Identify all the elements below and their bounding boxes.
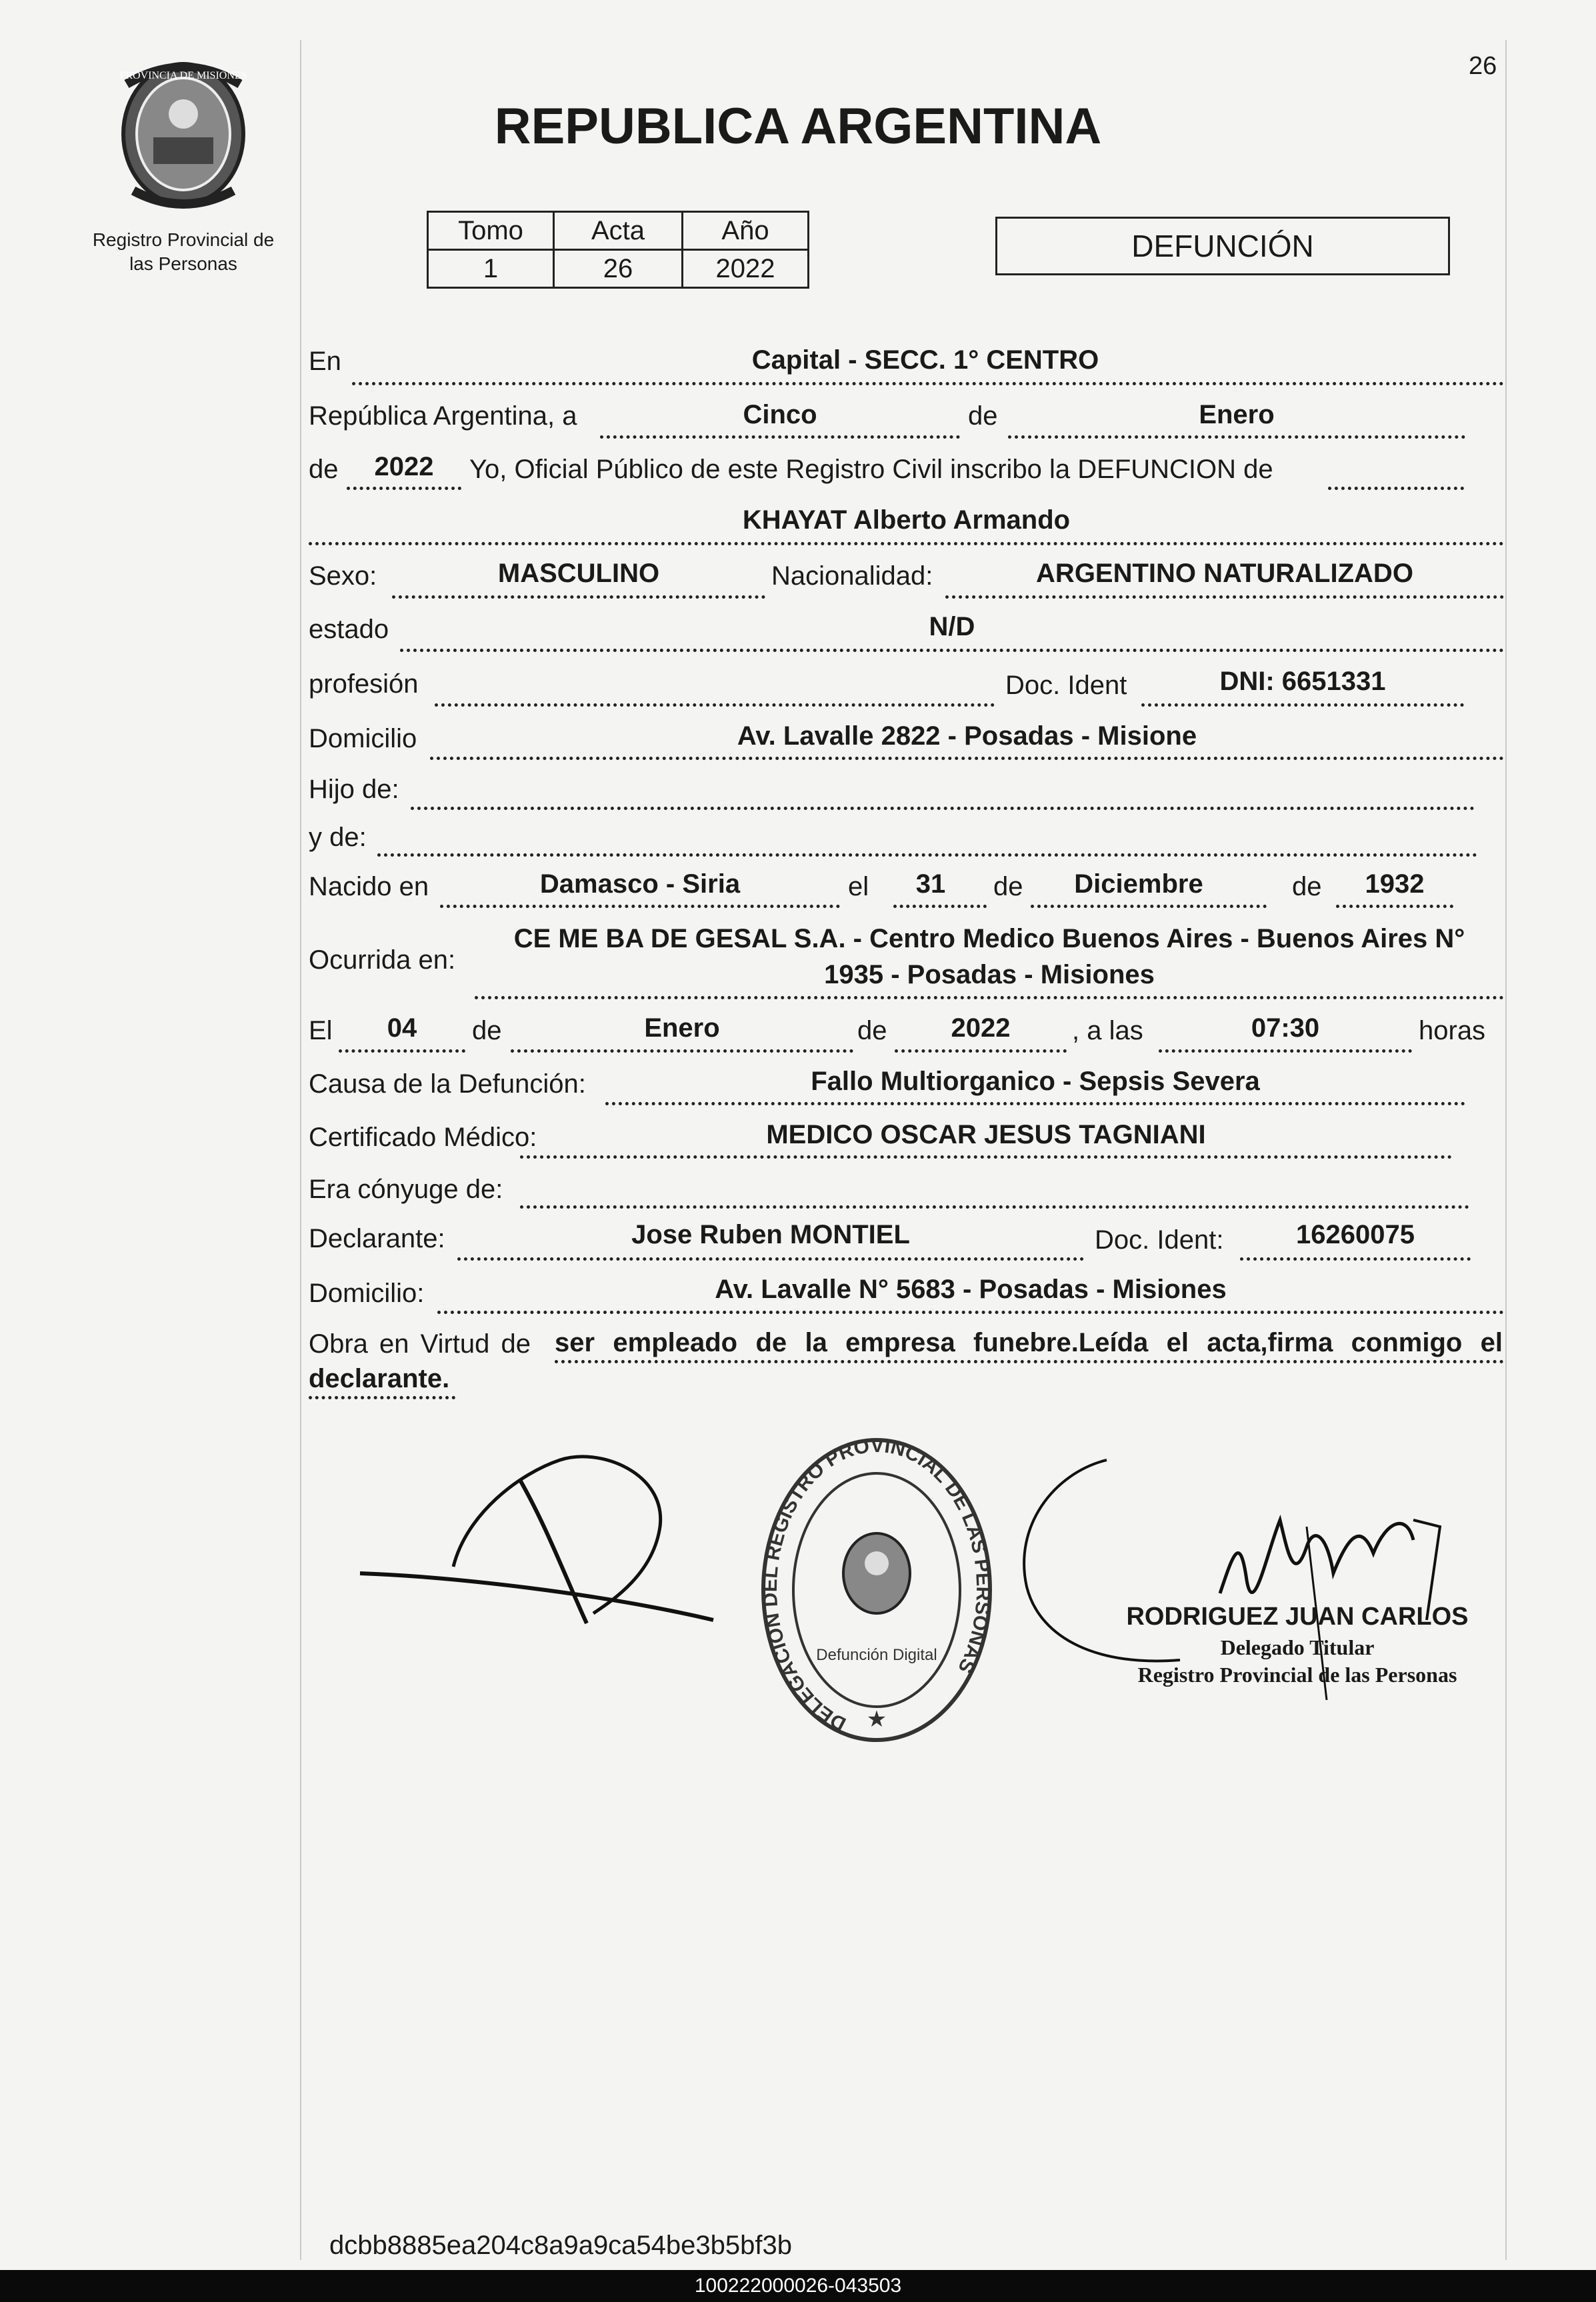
obra-label: Obra en Virtud de: [309, 1329, 531, 1359]
svg-text:Defunción Digital: Defunción Digital: [816, 1646, 937, 1664]
lugar-value: Capital - SECC. 1° CENTRO: [751, 345, 1099, 375]
dia-line: [600, 435, 960, 439]
page-title: REPUBLICA ARGENTINA: [494, 98, 1102, 155]
sexo-line: [392, 595, 765, 599]
ocurrida-line1: CE ME BA DE GESAL S.A. - Centro Medico Buenos Aires - Buenos Aires N°: [513, 924, 1465, 953]
de-label-4: de: [1292, 872, 1322, 901]
nac-anio-value: 1932: [1365, 869, 1425, 899]
page-number: 26: [1469, 52, 1497, 80]
def-dia-line: [339, 1049, 465, 1053]
domicilio2-line: [437, 1311, 1504, 1314]
nacido-label: Nacido en: [309, 872, 429, 901]
svg-text:DELEGACION DEL REGISTRO PROVIN: DELEGACION DEL REGISTRO PROVINCIAL DE LAS PERSONAS: [759, 1434, 995, 1735]
sexo-value: MASCULINO: [497, 559, 660, 588]
sexo-label: Sexo:: [309, 561, 377, 591]
profesion-line: [435, 703, 995, 707]
doc-label: Doc. Ident: [1005, 671, 1127, 700]
horas-label: horas: [1419, 1016, 1486, 1045]
causa-line: [605, 1102, 1465, 1105]
doc2-line: [1240, 1257, 1471, 1261]
declarante-label: Declarante:: [309, 1224, 445, 1253]
declarante-value: Jose Ruben MONTIEL: [631, 1220, 910, 1249]
svg-text:PROVINCIA DE MISIONES: PROVINCIA DE MISIONES: [119, 70, 247, 81]
doc-line: [1141, 703, 1464, 707]
causa-label: Causa de la Defunción:: [309, 1069, 586, 1099]
doc2-label: Doc. Ident:: [1095, 1225, 1224, 1255]
obra-line1-value: ser empleado de la empresa funebre.Leída el acta,firma conmigo el: [555, 1328, 1503, 1357]
nacido-lugar-line: [440, 905, 840, 908]
estado-line: [400, 649, 1504, 652]
lugar-label: En: [309, 347, 341, 376]
hijo-line: [411, 807, 1475, 810]
yde-label: y de:: [309, 823, 367, 852]
signatory-office: Registro Provincial de las Personas: [1137, 1663, 1457, 1687]
mes-letras-value: Enero: [1199, 400, 1275, 429]
nacido-lugar-value: Damasco - Siria: [539, 869, 741, 899]
signature-block: [1124, 1603, 1471, 1687]
nombre-value: KHAYAT Alberto Armando: [742, 505, 1071, 535]
domicilio-label: Domicilio: [309, 724, 417, 753]
mes-line: [1008, 435, 1465, 439]
de-label-2: de: [309, 455, 339, 484]
de-label-1: de: [968, 401, 998, 431]
acta-value: 26: [554, 250, 683, 288]
signatory-name: RODRIGUEZ JUAN CARLOS: [1126, 1603, 1469, 1631]
nac-mes-line: [1031, 905, 1267, 908]
ocurrida-line: [475, 996, 1504, 999]
domicilio2-value: Av. Lavalle N° 5683 - Posadas - Misiones: [715, 1275, 1227, 1304]
domicilio-line: [430, 757, 1504, 760]
tomo-value: 1: [428, 250, 554, 288]
republica-label: República Argentina, a: [309, 401, 577, 431]
el2-label: El: [309, 1016, 333, 1045]
conyuge-label: Era cónyuge de:: [309, 1175, 503, 1204]
nac-dia-line: [893, 905, 987, 908]
anio-value: 2022: [374, 452, 434, 481]
def-dia-value: 04: [387, 1013, 417, 1043]
acta-header: Acta: [554, 212, 683, 250]
ocurrida-line2: 1935 - Posadas - Misiones: [824, 960, 1155, 989]
def-anio-value: 2022: [951, 1013, 1011, 1043]
domicilio2-label: Domicilio:: [309, 1279, 425, 1308]
causa-value: Fallo Multiorganico - Sepsis Severa: [811, 1067, 1260, 1096]
yde-line: [377, 853, 1477, 857]
ocurrida-label: Ocurrida en:: [309, 945, 456, 975]
certificado-line: [520, 1155, 1452, 1159]
anio-line: [347, 487, 461, 490]
profesion-label: profesión: [309, 669, 419, 699]
def-hora-line: [1159, 1049, 1412, 1053]
lugar-line: [352, 382, 1504, 385]
de-label-3: de: [993, 872, 1023, 901]
document-type-box: DEFUNCIÓN: [995, 217, 1450, 275]
inscribo-line: [1328, 487, 1464, 490]
obra-line2-value: declarante.: [309, 1364, 450, 1393]
document-hash: dcbb8885ea204c8a9a9ca54be3b5bf3b: [329, 2231, 793, 2260]
inscribo-text: Yo, Oficial Público de este Registro Civil inscribo la DEFUNCION de: [469, 455, 1273, 484]
official-stamp: [757, 1433, 997, 1747]
def-hora-value: 07:30: [1251, 1013, 1320, 1043]
def-mes-line: [511, 1049, 853, 1053]
registry-name-line1: Registro Provincial de: [92, 229, 275, 250]
obra-line2: [309, 1396, 455, 1399]
left-margin-line: [300, 40, 301, 2260]
signatory-role: Delegado Titular: [1220, 1635, 1375, 1659]
anio-header: Año: [683, 212, 809, 250]
svg-text:★: ★: [866, 1707, 887, 1732]
declarante-line: [457, 1257, 1084, 1261]
dia-letras-value: Cinco: [743, 400, 817, 429]
hijo-label: Hijo de:: [309, 775, 399, 804]
de-label-6: de: [857, 1016, 887, 1045]
el-label: el: [848, 872, 869, 901]
declarant-signature: [347, 1433, 720, 1647]
right-margin-line: [1505, 40, 1507, 2260]
registry-name: [73, 228, 293, 276]
de-label-5: de: [472, 1016, 502, 1045]
certificado-value: MEDICO OSCAR JESUS TAGNIANI: [766, 1120, 1206, 1149]
estado-value: N/D: [929, 612, 975, 641]
def-anio-line: [895, 1049, 1067, 1053]
registry-name-line2: las Personas: [129, 253, 237, 274]
barcode-strip: 100222000026-043503: [0, 2270, 1596, 2302]
domicilio-value: Av. Lavalle 2822 - Posadas - Misione: [737, 721, 1197, 751]
obra-line1: [555, 1360, 1504, 1363]
estado-label: estado: [309, 615, 389, 644]
nacionalidad-label: Nacionalidad:: [771, 561, 933, 591]
nombre-line: [309, 542, 1504, 545]
certificado-label: Certificado Médico:: [309, 1123, 537, 1152]
nacionalidad-line: [945, 595, 1504, 599]
tomo-header: Tomo: [428, 212, 554, 250]
anio-value: 2022: [683, 250, 809, 288]
doc2-value: 16260075: [1296, 1220, 1415, 1249]
conyuge-line: [520, 1205, 1469, 1209]
acta-table: [427, 211, 809, 289]
nacionalidad-value: ARGENTINO NATURALIZADO: [1036, 559, 1413, 588]
doc-value: DNI: 6651331: [1219, 667, 1386, 696]
alas-label: , a las: [1072, 1016, 1143, 1045]
nac-dia-value: 31: [915, 869, 946, 899]
def-mes-value: Enero: [644, 1013, 720, 1043]
nac-mes-value: Diciembre: [1074, 869, 1203, 899]
nac-anio-line: [1336, 905, 1453, 908]
